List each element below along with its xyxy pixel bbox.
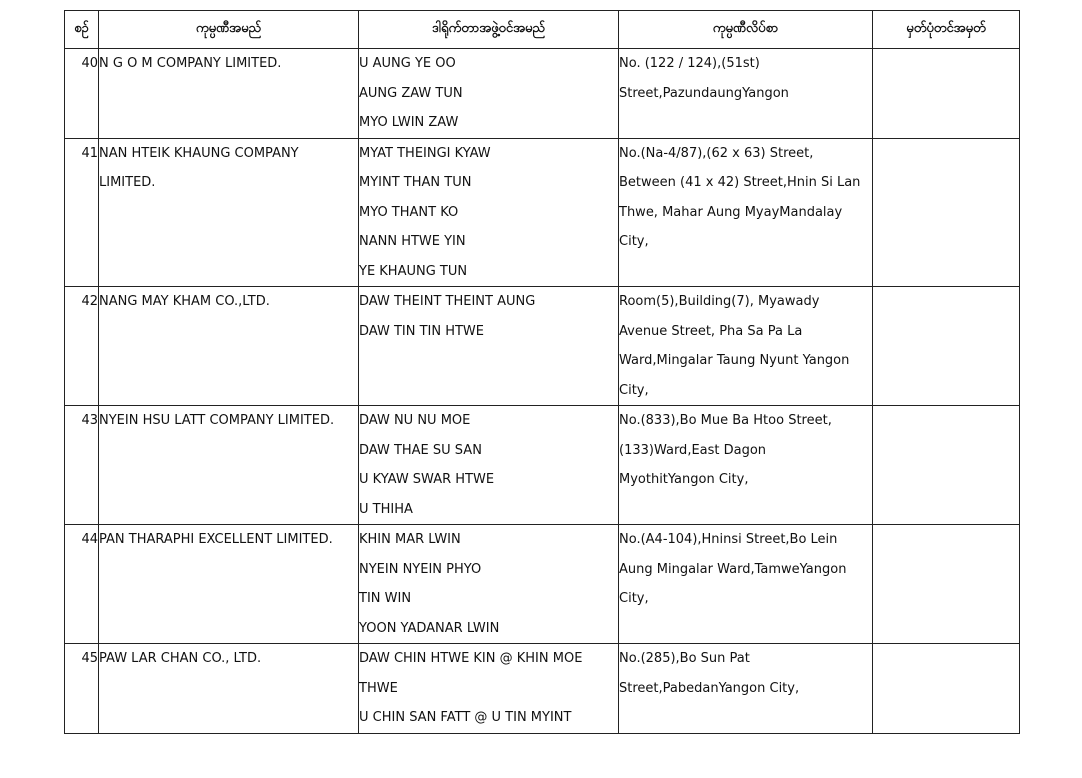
address-line: City, — [619, 382, 649, 398]
header-address: ကုမ္ပဏီလိပ်စာ — [619, 11, 873, 49]
company-name-line: NAN HTEIK KHAUNG COMPANY — [99, 145, 299, 161]
address-cell — [619, 644, 873, 734]
director-name: DAW TIN TIN HTWE — [359, 323, 484, 339]
director-name: MYAT THEINGI KYAW — [359, 145, 491, 161]
registration-no-cell — [873, 138, 1020, 287]
address-line: Between (41 x 42) Street,Hnin Si Lan — [619, 175, 861, 190]
director-name: YOON YADANAR LWIN — [359, 620, 500, 636]
directors-cell — [359, 644, 619, 734]
director-name: DAW NU NU MOE — [359, 413, 471, 428]
director-name: DAW THEINT THEINT AUNG — [359, 294, 536, 309]
row-number: 45 — [65, 644, 99, 734]
address-line: No.(285),Bo Sun Pat — [619, 651, 750, 666]
director-name: U AUNG YE OO — [359, 56, 456, 71]
address-line: MyothitYangon City, — [619, 472, 749, 487]
table-body — [65, 49, 1020, 734]
header-company-name: ကုမ္ပဏီအမည် — [99, 11, 359, 49]
address-line: Ward,Mingalar Taung Nyunt Yangon — [619, 353, 850, 368]
header-directors: ဒါရိုက်တာအဖွဲ့ဝင်အမည် — [359, 11, 619, 49]
address-cell — [619, 525, 873, 644]
director-name: AUNG ZAW TUN — [359, 85, 463, 101]
header-registration-no: မှတ်ပုံတင်အမှတ် — [873, 11, 1020, 49]
address-line: (133)Ward,East Dagon — [619, 442, 767, 458]
address-line: No.(833),Bo Mue Ba Htoo Street, — [619, 413, 832, 428]
director-name: U KYAW SWAR HTWE — [359, 472, 495, 487]
director-name: KHIN MAR LWIN — [359, 532, 461, 547]
table-row — [65, 138, 1020, 287]
row-number: 42 — [65, 287, 99, 406]
director-name: MYO THANT KO — [359, 204, 459, 220]
address-line: City, — [619, 591, 649, 606]
table-row — [65, 49, 1020, 139]
company-name-line: LIMITED. — [99, 175, 156, 190]
company-name-line: N G O M COMPANY LIMITED. — [99, 56, 282, 71]
row-number: 43 — [65, 406, 99, 525]
company-name-cell — [99, 49, 359, 139]
director-name: DAW CHIN HTWE KIN @ KHIN MOE — [359, 651, 583, 666]
address-line: No.(A4-104),Hninsi Street,Bo Lein — [619, 532, 838, 547]
address-line: Aung Mingalar Ward,TamweYangon — [619, 561, 847, 577]
director-name: THWE — [359, 680, 398, 696]
company-name-cell — [99, 406, 359, 525]
registration-no-cell — [873, 525, 1020, 644]
header-row — [65, 11, 1020, 49]
company-name-line: PAW LAR CHAN CO., LTD. — [99, 651, 262, 666]
address-cell — [619, 406, 873, 525]
company-name-line: NANG MAY KHAM CO.,LTD. — [99, 294, 270, 309]
address-line: No. (122 / 124),(51st) — [619, 56, 760, 71]
company-name-cell — [99, 525, 359, 644]
directors-cell — [359, 406, 619, 525]
director-name: NANN HTWE YIN — [359, 234, 466, 249]
registration-no-cell — [873, 644, 1020, 734]
director-name: MYINT THAN TUN — [359, 175, 472, 190]
table-row — [65, 287, 1020, 406]
row-number: 40 — [65, 49, 99, 139]
address-cell — [619, 287, 873, 406]
company-register-table — [64, 10, 1020, 734]
address-line: Room(5),Building(7), Myawady — [619, 294, 820, 309]
table-row — [65, 644, 1020, 734]
director-name: MYO LWIN ZAW — [359, 115, 459, 130]
director-name: YE KHAUNG TUN — [359, 263, 468, 279]
company-name-cell — [99, 644, 359, 734]
address-line: Avenue Street, Pha Sa Pa La — [619, 323, 803, 339]
address-line: Street,PabedanYangon City, — [619, 680, 800, 696]
registration-no-cell — [873, 287, 1020, 406]
directors-cell — [359, 49, 619, 139]
address-line: Thwe, Mahar Aung MyayMandalay — [619, 204, 843, 220]
row-number: 44 — [65, 525, 99, 644]
address-line: No.(Na-4/87),(62 x 63) Street, — [619, 145, 814, 161]
address-cell — [619, 49, 873, 139]
director-name: U CHIN SAN FATT @ U TIN MYINT — [359, 710, 572, 725]
directors-cell — [359, 525, 619, 644]
director-name: NYEIN NYEIN PHYO — [359, 561, 482, 577]
registration-no-cell — [873, 406, 1020, 525]
director-name: TIN WIN — [359, 591, 412, 606]
address-line: Street,PazundaungYangon — [619, 85, 789, 101]
address-line: City, — [619, 234, 649, 249]
company-name-line: PAN THARAPHI EXCELLENT LIMITED. — [99, 532, 333, 547]
company-name-cell — [99, 138, 359, 287]
registration-no-cell — [873, 49, 1020, 139]
directors-cell — [359, 287, 619, 406]
company-name-line: NYEIN HSU LATT COMPANY LIMITED. — [99, 413, 335, 428]
row-number: 41 — [65, 138, 99, 287]
header-no: စဉ် — [65, 11, 99, 49]
table-row — [65, 525, 1020, 644]
company-name-cell — [99, 287, 359, 406]
director-name: DAW THAE SU SAN — [359, 442, 482, 458]
address-cell — [619, 138, 873, 287]
table-row — [65, 406, 1020, 525]
directors-cell — [359, 138, 619, 287]
director-name: U THIHA — [359, 501, 413, 517]
